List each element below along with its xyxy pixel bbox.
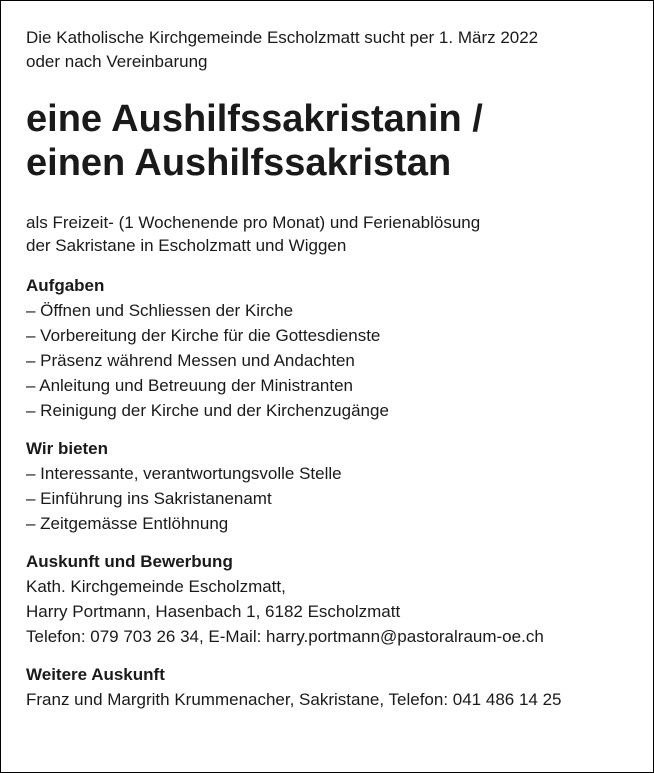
application-contact-lines [26, 574, 633, 649]
list-item: – Interessante, verantwortungsvolle Stelle [26, 464, 342, 483]
offer-section [26, 436, 633, 536]
further-info-contact: Franz und Margrith Krummenacher, Sakristane, Telefon: 041 486 14 25 [26, 690, 562, 709]
job-description-line: als Freizeit- (1 Wochenende pro Monat) und Ferienablösung [26, 213, 481, 232]
offer-heading: Wir bieten [26, 439, 109, 458]
job-description-line: der Sakristane in Escholzmatt und Wiggen [26, 236, 347, 255]
job-title-line: einen Aushilfssakristan [26, 142, 452, 184]
intro-line: Die Katholische Kirchgemeinde Escholzmatt sucht per 1. März 2022 [26, 28, 539, 47]
list-item: – Zeitgemässe Entlöhnung [26, 514, 229, 533]
tasks-heading: Aufgaben [26, 276, 105, 295]
intro-line: oder nach Vereinbarung [26, 52, 208, 71]
list-item: – Vorbereitung der Kirche für die Gottesdienste [26, 326, 381, 345]
contact-organization: Kath. Kirchgemeinde Escholzmatt, [26, 577, 286, 596]
further-info-section [26, 662, 633, 712]
contact-address: Harry Portmann, Hasenbach 1, 6182 Escholzmatt [26, 602, 401, 621]
offer-list [26, 461, 633, 536]
contact-phone-email: Telefon: 079 703 26 34, E-Mail: harry.portmann@pastoralraum-oe.ch [26, 627, 544, 646]
further-info-heading: Weitere Auskunft [26, 665, 165, 684]
job-description [26, 211, 633, 257]
job-title [26, 97, 633, 185]
list-item: – Einführung ins Sakristanenamt [26, 489, 272, 508]
intro-text [26, 26, 633, 74]
list-item: – Anleitung und Betreuung der Ministranten [26, 376, 354, 395]
list-item: – Öffnen und Schliessen der Kirche [26, 301, 294, 320]
list-item: – Präsenz während Messen und Andachten [26, 351, 355, 370]
list-item: – Reinigung der Kirche und der Kirchenzugänge [26, 401, 389, 420]
tasks-section [26, 273, 633, 423]
further-info-lines [26, 687, 633, 712]
job-title-line: eine Aushilfssakristanin / [26, 98, 483, 140]
application-contact-heading: Auskunft und Bewerbung [26, 552, 233, 571]
tasks-list [26, 298, 633, 423]
application-contact-section [26, 549, 633, 649]
